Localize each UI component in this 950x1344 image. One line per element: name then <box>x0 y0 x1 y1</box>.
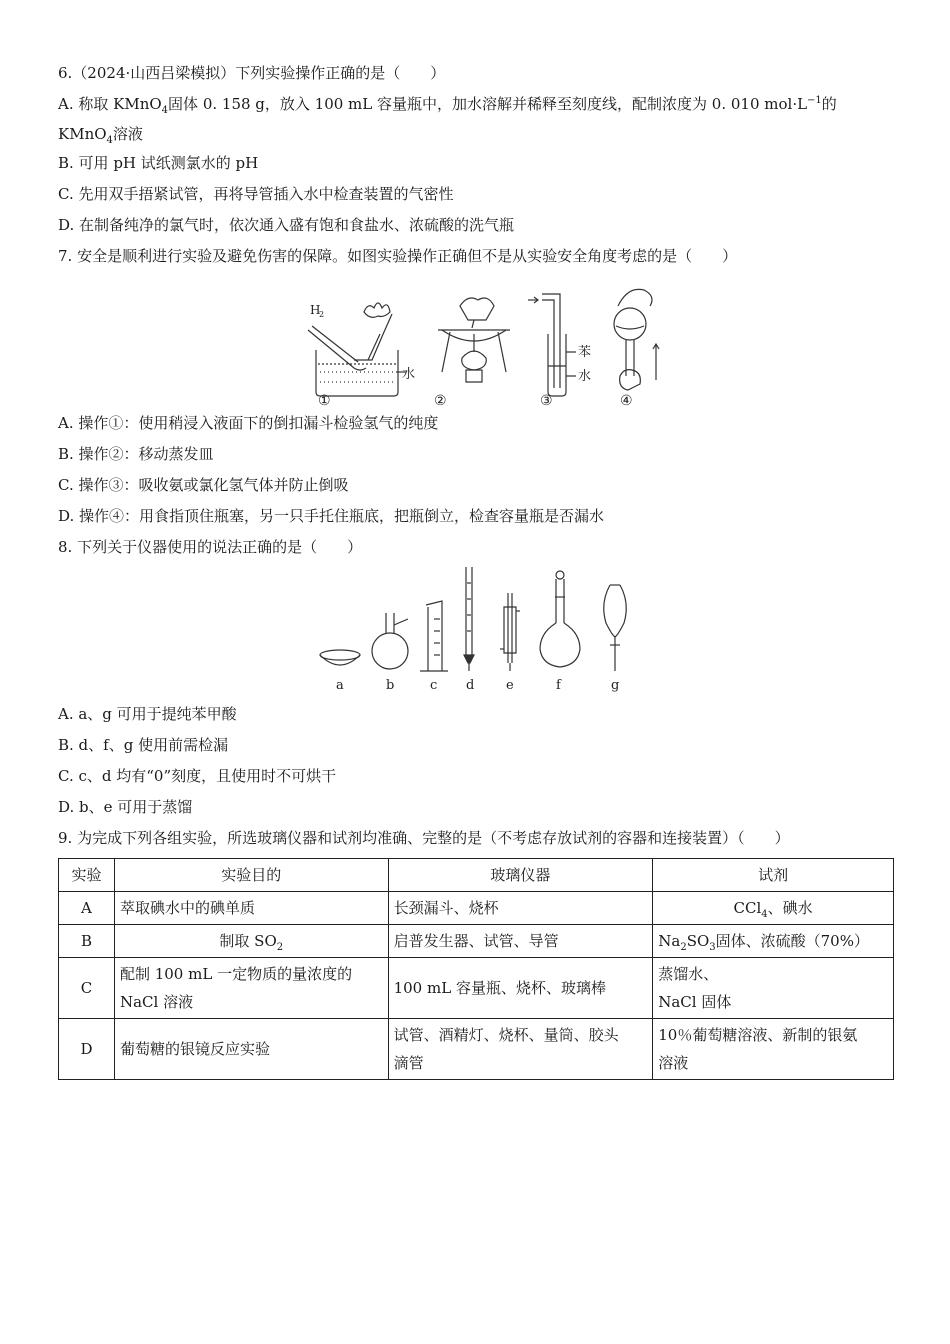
water-label-1: 水 <box>402 367 416 382</box>
op-num-1: ① <box>318 393 331 408</box>
row-c-reagent-line-1: 蒸馏水、 <box>658 965 719 983</box>
q6-a-text-1: A. 称取 KMnO <box>58 95 162 113</box>
table-row <box>59 925 894 958</box>
label-c: c <box>430 678 438 693</box>
q6-option-a-cont <box>58 120 894 148</box>
op-num-3: ③ <box>540 393 553 408</box>
h2-sub: 2 <box>319 310 325 319</box>
row-d-reagent-line-2: 溶液 <box>658 1054 689 1072</box>
row-d-goal: 葡萄糖的银镜反应实验 <box>114 1019 388 1080</box>
operation-2-illustration <box>438 298 510 382</box>
header-goal: 实验目的 <box>114 859 388 892</box>
op-num-2: ② <box>434 393 447 408</box>
row-b-reagent-sub-1: 2 <box>680 942 687 953</box>
q7-option-c: C. 操作③：吸收氨或氯化氢气体并防止倒吸 <box>58 476 349 494</box>
q6-a-sup: −1 <box>807 95 822 106</box>
row-b-reagent-sub-2: 3 <box>709 942 716 953</box>
q6-a-cont-sub: 4 <box>106 135 113 146</box>
label-g: g <box>611 678 620 693</box>
row-b-goal <box>114 925 388 958</box>
label-d: d <box>466 678 475 693</box>
question-sheet <box>58 58 894 1080</box>
q7-option-d: D. 操作④：用食指顶住瓶塞，另一只手托住瓶底，把瓶倒立，检查容量瓶是否漏水 <box>58 507 605 525</box>
q8-figure <box>58 563 894 699</box>
row-c-goal-line-1: 配制 100 mL 一定物质的量浓度的 <box>119 965 353 983</box>
row-a-reagent-2: 、碘水 <box>767 899 813 917</box>
q9-stem: 9. 为完成下列各组实验，所选玻璃仪器和试剂均准确、完整的是（不考虑存放试剂的容器和连接装置）（ ） <box>58 829 790 847</box>
instrument-d-burette <box>464 567 474 671</box>
row-a-glassware: 长颈漏斗、烧杯 <box>388 892 653 925</box>
q8-option-a: A. a、g 可用于提纯苯甲酸 <box>58 705 237 723</box>
row-d-glassware-line-2: 滴管 <box>393 1054 424 1072</box>
q6-a-text-3: 的 <box>821 95 837 113</box>
header-experiment: 实验 <box>59 859 115 892</box>
row-d-glassware <box>388 1019 653 1080</box>
instrument-a-evaporating-dish <box>320 650 360 665</box>
label-f: f <box>556 678 561 693</box>
label-e: e <box>506 678 514 693</box>
q8-option-b: B. d、f、g 使用前需检漏 <box>58 736 229 754</box>
header-reagent: 试剂 <box>653 859 894 892</box>
row-d-glassware-line-1: 试管、酒精灯、烧杯、量筒、胶头 <box>393 1026 619 1044</box>
h2-label: H <box>310 303 321 317</box>
q7-apparatus-illustration <box>58 272 894 408</box>
row-b-reagent-1: Na <box>658 932 681 950</box>
row-c-id: C <box>59 958 115 1019</box>
label-b: b <box>386 678 395 693</box>
q6-option-b: B. 可用 pH 试纸测氯水的 pH <box>58 154 259 172</box>
q9-table <box>58 858 894 1080</box>
row-b-glassware: 启普发生器、试管、导管 <box>388 925 653 958</box>
q6-option-d: D. 在制备纯净的氯气时，依次通入盛有饱和食盐水、浓硫酸的洗气瓶 <box>58 216 515 234</box>
row-c-glassware: 100 mL 容量瓶、烧杯、玻璃棒 <box>388 958 653 1019</box>
row-c-goal <box>114 958 388 1019</box>
table-row <box>59 892 894 925</box>
q7-figure <box>58 272 894 408</box>
q6-a-cont-1: KMnO <box>58 125 107 143</box>
row-a-reagent-1: CCl <box>733 899 762 917</box>
row-c-reagent <box>653 958 894 1019</box>
row-b-reagent-3: 固体、浓硫酸（70%） <box>715 932 869 950</box>
row-d-reagent <box>653 1019 894 1080</box>
label-a: a <box>336 678 344 693</box>
q7-option-b: B. 操作②：移动蒸发皿 <box>58 445 214 463</box>
row-b-goal-sub: 2 <box>276 942 284 953</box>
row-c-goal-line-2: NaCl 溶液 <box>119 993 194 1011</box>
row-b-reagent-2: SO <box>686 932 710 950</box>
q6-option-a <box>58 89 894 120</box>
q6-a-cont-2: 溶液 <box>112 125 143 143</box>
table-row <box>59 1019 894 1080</box>
row-a-goal: 萃取碘水中的碘单质 <box>114 892 388 925</box>
benzene-label: 苯 <box>578 345 592 360</box>
row-c-reagent-line-2: NaCl 固体 <box>658 993 732 1011</box>
row-d-reagent-line-1: 10％葡萄糖溶液、新制的银氨 <box>658 1026 858 1044</box>
row-a-reagent-sub: 4 <box>761 909 768 920</box>
header-glassware: 玻璃仪器 <box>388 859 653 892</box>
q7-stem: 7. 安全是顺利进行实验及避免伤害的保障。如图实验操作正确但不是从实验安全角度考虑的是（ ） <box>58 247 738 265</box>
row-b-reagent <box>653 925 894 958</box>
instrument-c-graduated-cylinder <box>420 601 448 671</box>
row-a-id: A <box>59 892 115 925</box>
q8-option-d: D. b、e 可用于蒸馏 <box>58 798 193 816</box>
water-label-2: 水 <box>578 369 592 384</box>
table-header-row <box>59 859 894 892</box>
q6-a-text-2: 固体 0. 158 g，放入 100 mL 容量瓶中，加水溶解并稀释至刻度线，配制浓度为 0. 010 mol·L <box>168 95 808 113</box>
q6-stem: 6.（2024·山西吕梁模拟）下列实验操作正确的是（ ） <box>58 64 446 82</box>
instrument-b-distilling-flask <box>372 613 408 669</box>
row-b-id: B <box>59 925 115 958</box>
q6-a-sub: 4 <box>161 105 169 116</box>
row-b-goal-1: 制取 SO <box>219 932 277 950</box>
op-num-4: ④ <box>620 393 633 408</box>
operation-3-illustration <box>528 294 576 396</box>
q6-option-c: C. 先用双手捂紧试管，再将导管插入水中检查装置的气密性 <box>58 185 454 203</box>
instrument-f-volumetric-flask <box>540 571 580 667</box>
q8-option-c: C. c、d 均有“0”刻度，且使用时不可烘干 <box>58 767 337 785</box>
table-row <box>59 958 894 1019</box>
instrument-e-condenser <box>500 593 520 671</box>
q8-instruments-illustration <box>58 563 894 699</box>
q8-stem: 8. 下列关于仪器使用的说法正确的是（ ） <box>58 538 363 556</box>
instrument-g-separatory-funnel <box>604 585 627 671</box>
operation-4-illustration <box>614 289 659 390</box>
row-d-id: D <box>59 1019 115 1080</box>
row-a-reagent <box>653 892 894 925</box>
q7-option-a: A. 操作①：使用稍浸入液面下的倒扣漏斗检验氢气的纯度 <box>58 414 439 432</box>
